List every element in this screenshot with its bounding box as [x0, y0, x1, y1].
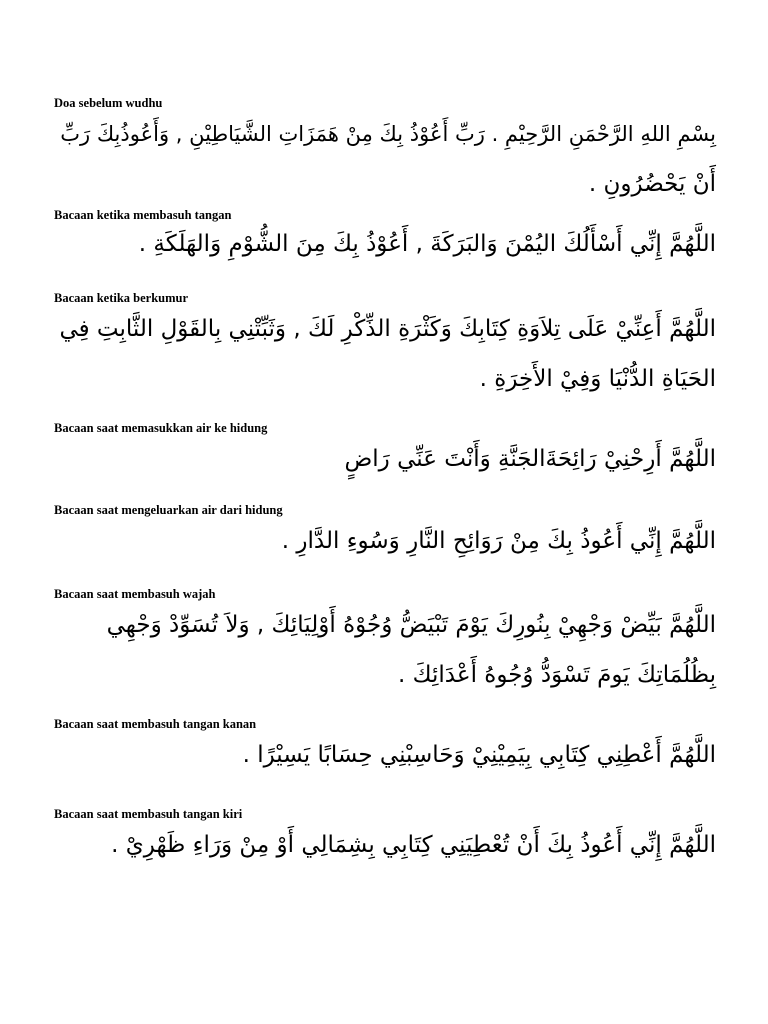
prayer-line: اللَّهُمَّ إِنِّي أَعُوذُ بِكَ مِنْ رَوَائِحِ النَّارِ وَسُوءِ الدَّارِ . — [281, 528, 716, 554]
prayer-line: اللَّهُمَّ أَعِنِّيْ عَلَى تِلاَوَةِ كِتَابِكَ وَكَثْرَةِ الذِّكْرِ لَكَ , وَثَبِّتْنِي بِالقَوْلِ الثَّابِتِ فِي — [59, 316, 716, 342]
arabic-prayer-text — [52, 820, 716, 870]
arabic-prayer-text — [52, 304, 716, 404]
prayer-line: الحَيَاةِ الدُّنْيَا وَفِيْ الأَخِرَةِ . — [479, 366, 716, 392]
section-heading: Doa sebelum wudhu — [54, 96, 163, 110]
section-heading: Bacaan saat membasuh tangan kiri — [54, 807, 243, 821]
prayer-line: اللَّهُمَّ بَيِّضْ وَجْهِيْ بِنُورِكَ يَوْمَ تَبْيَضُّ وُجُوْهُ أَوْلِيَائِكَ , وَلاَ تُسَوِّدْ وَجْهِي — [106, 612, 716, 638]
section-heading: Bacaan saat membasuh wajah — [54, 587, 216, 601]
section-heading: Bacaan ketika membasuh tangan — [54, 208, 232, 222]
arabic-prayer-text — [52, 219, 716, 269]
prayer-line: بِظُلُمَاتِكَ يَومَ تَسْوَدُّ وُجُوهُ أَعْدَائِكَ . — [397, 662, 716, 688]
section-heading: Bacaan saat memasukkan air ke hidung — [54, 421, 268, 435]
section-heading: Bacaan saat mengeluarkan air dari hidung — [54, 503, 283, 517]
arabic-prayer-text — [52, 730, 716, 780]
prayer-line: اللَّهُمَّ أَرِحْنِيْ رَائِحَةَالجَنَّةِ وَأَنْتَ عَنِّي رَاضٍ — [344, 446, 716, 472]
arabic-prayer-text — [52, 109, 716, 209]
arabic-prayer-text — [52, 434, 716, 484]
prayer-line: اللَّهُمَّ إِنِّي أَعُوذُ بِكَ أَنْ تُعْطِيَنِي كِتَابِي بِشِمَالِي أَوْ مِنْ وَرَاءِ ظَهْرِيْ . — [111, 832, 716, 858]
section-heading: Bacaan ketika berkumur — [54, 291, 189, 305]
prayer-line: اللَّهُمَّ إِنِّي أَسْأَلُكَ اليُمْنَ وَالبَرَكَةَ , أَعُوْذُ بِكَ مِنَ الشُّوْمِ وَالهَلَكَةِ . — [138, 231, 716, 257]
prayer-line: أَنْ يَحْضُرُونِ . — [588, 171, 716, 197]
prayer-line: اللَّهُمَّ أَعْطِنِي كِتَابِي بِيَمِيْنِيْ وَحَاسِبْنِي حِسَابًا يَسِيْرًا . — [242, 742, 716, 768]
section-heading: Bacaan saat membasuh tangan kanan — [54, 717, 257, 731]
arabic-prayer-text — [52, 600, 716, 700]
arabic-prayer-text — [52, 516, 716, 566]
prayer-line: بِسْمِ اللهِ الرَّحْمَنِ الرَّحِيْمِ . رَبِّ أَعُوْذُ بِكَ مِنْ هَمَزَاتِ الشَّيَاطِيْنِ , وَأَعُوذُبِكَ رَبِّ — [60, 122, 716, 146]
